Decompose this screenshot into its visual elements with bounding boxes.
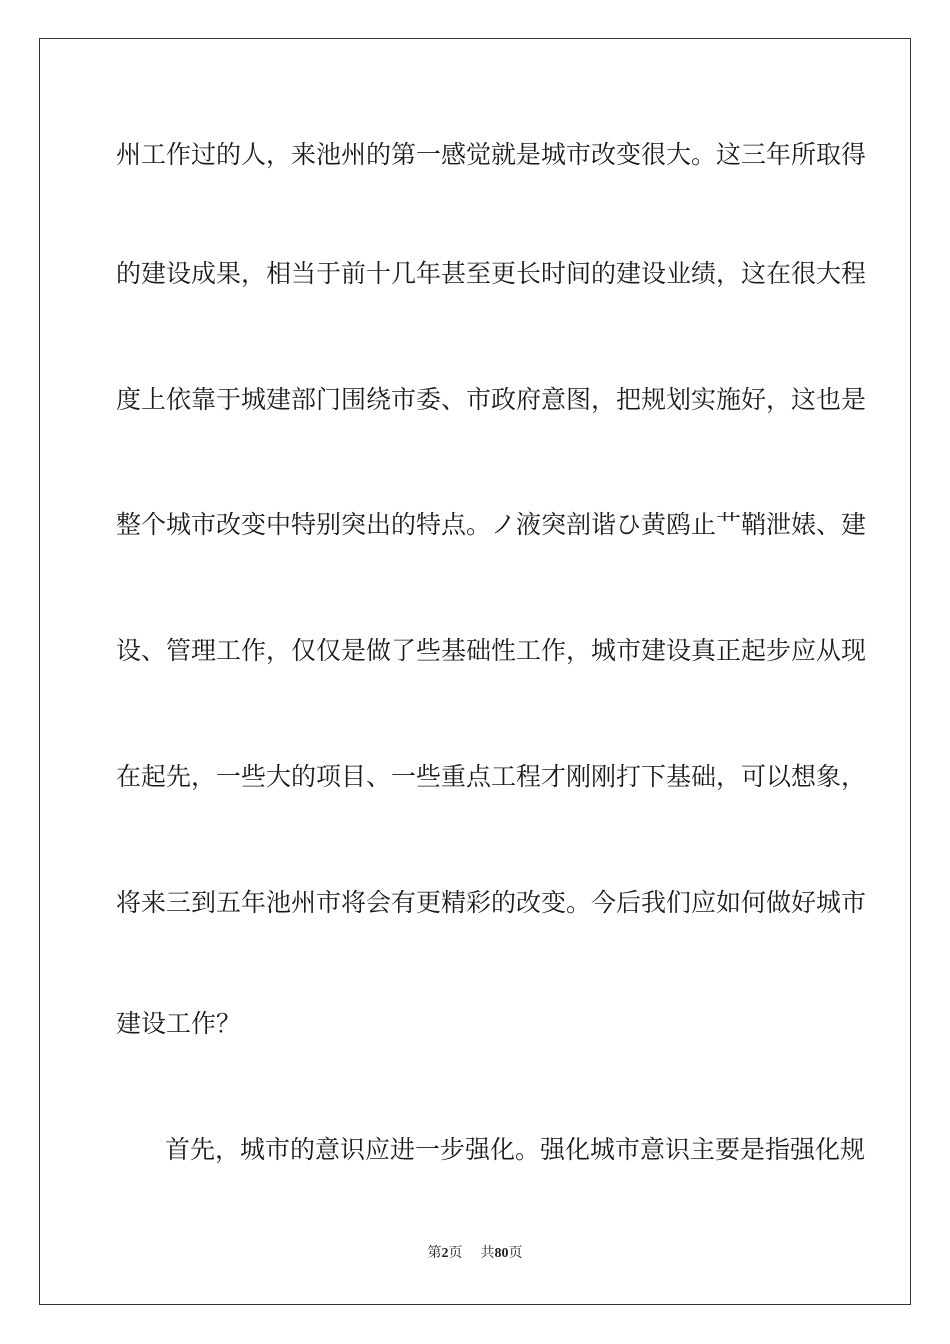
paragraph-first-line: 首先，城市的意识应进一步强化。强化城市意识主要是指强化规 xyxy=(165,1135,866,1164)
page-label-prefix: 第 xyxy=(427,1245,442,1261)
page-border xyxy=(39,38,911,1305)
page-footer xyxy=(0,1244,950,1263)
body-text-line: 的建设成果，相当于前十几年甚至更长时间的建设业绩，这在很大程 xyxy=(116,259,867,288)
body-text-line: 在起先，一些大的项目、一些重点工程才刚刚打下基础，可以想象， xyxy=(116,762,867,791)
page-label-suffix: 页 xyxy=(448,1245,463,1261)
body-text-line: 度上依靠于城建部门围绕市委、市政府意图，把规划实施好，这也是 xyxy=(116,385,867,414)
body-text-line: 州工作过的人，来池州的第一感觉就是城市改变很大。这三年所取得 xyxy=(116,140,867,169)
body-text-line: 整个城市改变中特别突出的特点。ノ液突剖谐ひ黄鸥止艹鞘泄婊、建 xyxy=(116,510,867,539)
total-label-suffix: 页 xyxy=(508,1245,523,1261)
body-text-line: 将来三到五年池州市将会有更精彩的改变。今后我们应如何做好城市 xyxy=(116,888,867,917)
page-number: 2 xyxy=(441,1246,449,1261)
total-label-prefix: 共 xyxy=(480,1245,495,1261)
body-text-line: 建设工作？ xyxy=(116,1009,242,1038)
total-pages: 80 xyxy=(494,1246,509,1261)
body-text-line: 设、管理工作，仅仅是做了些基础性工作，城市建设真正起步应从现 xyxy=(116,636,867,665)
